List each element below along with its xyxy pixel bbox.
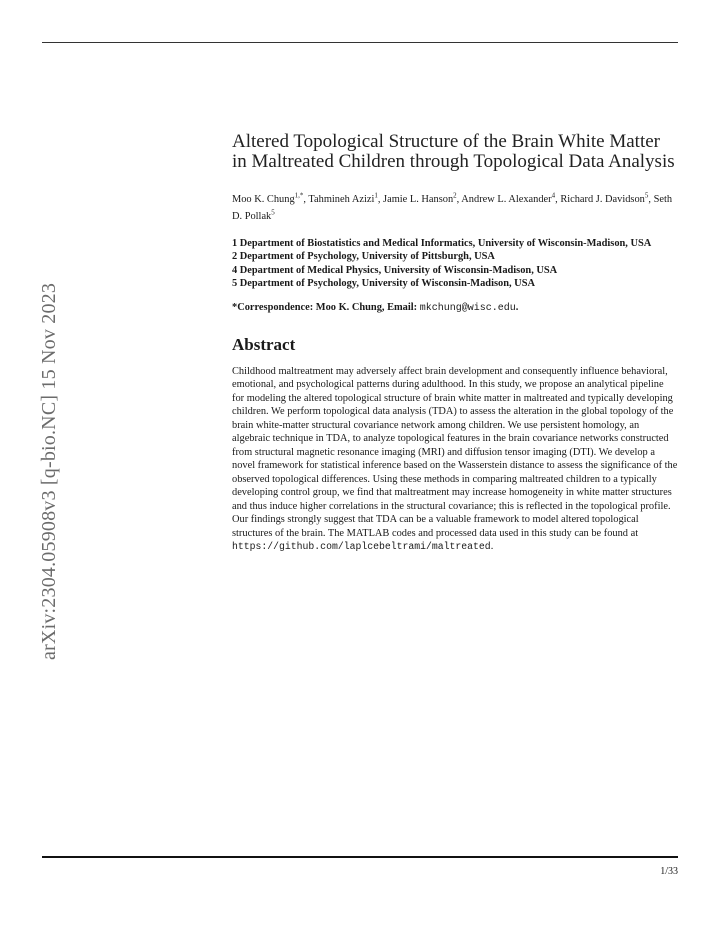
- affiliation: 2 Department of Psychology, University of Pittsburgh, USA: [232, 251, 495, 263]
- arxiv-identifier: arXiv:2304.05908v3 [q-bio.NC] 15 Nov 2023: [38, 282, 60, 660]
- author: Richard J. Davidson$^5$,: [560, 192, 654, 206]
- correspondence: *Correspondence: Moo K. Chung, Email: mkchung@wisc.edu.: [232, 301, 519, 314]
- author: Moo K. Chung$^{1,*}$,: [232, 192, 309, 206]
- affiliation-list: [232, 237, 678, 291]
- author-affiliation-mark: 1,*: [294, 192, 304, 200]
- author-name: Seth D. Pollak: [232, 194, 673, 223]
- author-affiliation-mark: 5: [644, 192, 649, 200]
- author-affiliation-mark: 5: [271, 208, 275, 217]
- author-name: Andrew L. Alexander: [461, 194, 552, 206]
- top-rule: [42, 42, 678, 43]
- affiliation: 5 Department of Psychology, University of Wisconsin-Madison, USA: [232, 278, 535, 290]
- correspondence-email[interactable]: mkchung@wisc.edu: [419, 302, 516, 314]
- bottom-rule: [42, 856, 678, 858]
- author: Andrew L. Alexander$^4$,: [461, 192, 561, 206]
- abstract-text: Childhood maltreatment may adversely affect brain development and consequently influence behavioral, emotional, and psychological patterns during adulthood. In this study, we propose an analytical pipeline for modeling the altered topological structure of brain white matter in maltreated and typically developing children. We perform topological data analysis (TDA) to assess the alteration in the global topology of the brain white-matter structural covariance network among children. We use persistent homology, an algebraic technique in TDA, to analyze topological features in the brain covariance networks constructed from structural magnetic resonance imaging (MRI) and diffusion tensor imaging (DTI). We develop a novel framework for statistical inference based on the Wasserstein distance to assess the significance of the observed topological differences. Using these methods in comparing maltreated children to a typically developing control group, we find that maltreatment may increase homogeneity in white matter structures and thus induce higher correlations in the structural covariance; this is reflected in the topological profile. Our findings strongly suggest that TDA can be a valuable framework to model altered topological structures of the brain. The MATLAB codes and processed data used in this study can be found at: [232, 365, 678, 539]
- paper-front-matter: [232, 132, 678, 554]
- abstract-heading: Abstract: [232, 334, 296, 354]
- paper-title: Altered Topological Structure of the Brain White Matter in Maltreated Children through Topological Data Analysis: [232, 131, 675, 172]
- correspondence-label: *Correspondence: Moo K. Chung, Email:: [232, 301, 420, 313]
- author-affiliation-mark: 1: [374, 192, 378, 200]
- author-list: [232, 190, 678, 224]
- author-affiliation-mark: 4: [551, 192, 556, 200]
- author: Jamie L. Hanson$^2$,: [383, 192, 462, 206]
- author-name: Moo K. Chung: [232, 194, 295, 206]
- author-name: Richard J. Davidson: [560, 194, 645, 206]
- abstract-body: Childhood maltreatment may adversely affect brain development and consequently influence behavioral, emotional, and psychological patterns during adulthood. In this study, we propose an analytical pipeline for modeling the altered topological structure of brain white matter in maltreated and typically developing children. We perform topological data analysis (TDA) to assess the alteration in the global topology of the brain white-matter structural covariance network among children. We use persistent homology, an algebraic technique in TDA, to analyze topological features in the brain covariance networks constructed from structural magnetic resonance imaging (MRI) and diffusion tensor imaging (DTI). We develop a novel framework for statistical inference based on the Wasserstein distance to assess the significance of the observed topological differences. Using these methods in comparing maltreated children to a typically developing control group, we find that maltreatment may increase homogeneity in white matter structures and thus induce higher correlations in the structural covariance; this is reflected in the topological profile. Our findings strongly suggest that TDA can be a valuable framework to model altered topological structures of the brain. The MATLAB codes and processed data used in this study can be found at https://github.com/laplcebeltrami/maltreated.: [232, 365, 678, 553]
- author: Tahmineh Azizi$^1$,: [308, 192, 384, 206]
- author-name: Tahmineh Azizi: [308, 194, 375, 206]
- author-affiliation-mark: 2: [453, 192, 457, 200]
- affiliation: 4 Department of Medical Physics, University of Wisconsin-Madison, USA: [232, 264, 558, 276]
- page-number: 1/33: [660, 866, 678, 877]
- github-link[interactable]: https://github.com/laplcebeltrami/maltreated: [232, 541, 491, 553]
- affiliation: 1 Department of Biostatistics and Medical Informatics, University of Wisconsin-Madison, USA: [232, 237, 652, 249]
- author-name: Jamie L. Hanson: [383, 194, 454, 206]
